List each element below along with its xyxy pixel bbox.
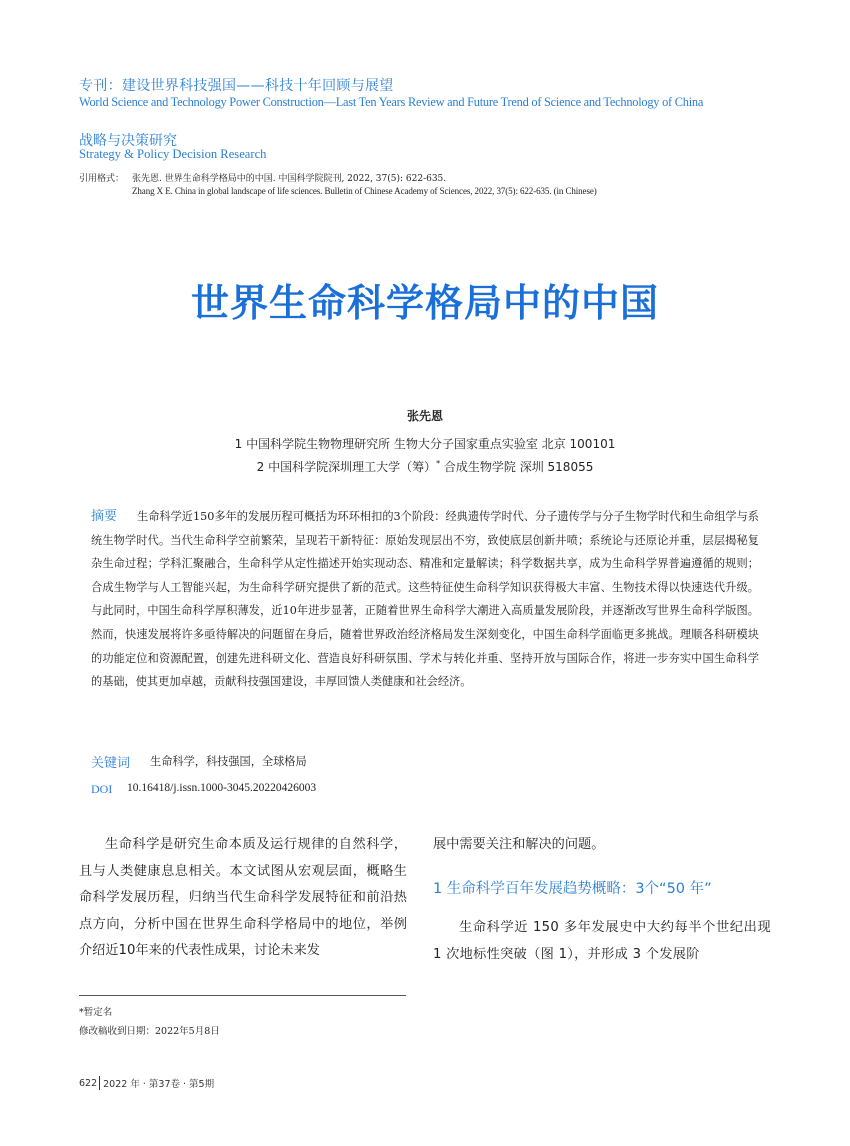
citation-cn: 张先恩. 世界生命科学格局中的中国. 中国科学院院刊, 2022, 37(5): 622-635. bbox=[132, 174, 447, 184]
article-title: 世界生命科学格局中的中国 bbox=[190, 281, 659, 325]
citation-label: 引用格式： bbox=[79, 174, 125, 184]
footer-divider bbox=[99, 1076, 100, 1090]
abstract-label: 摘要 bbox=[91, 509, 118, 524]
intro-continuation: 展中需要关注和解决的问题。 bbox=[433, 837, 605, 852]
citation-en: Zhang X E. China in global landscape of life sciences. Bulletin of Chinese Academy of Sciences, 2022, 37(5): 622-635. (in Chinese) bbox=[132, 186, 597, 196]
footnote-tentative-name: *暂定名 bbox=[79, 1007, 113, 1018]
section-name-cn: 战略与决策研究 bbox=[79, 133, 177, 149]
keywords-text: 生命科学，科技强国，全球格局 bbox=[150, 755, 307, 768]
section-1-paragraph: 生命科学近 150 多年发展史中大约每半个世纪出现 1 次地标性突破（图 1），并形成 3 个发展阶 bbox=[433, 920, 771, 962]
section-1-heading: 1 生命科学百年发展趋势概略：3个“50 年” bbox=[433, 881, 712, 897]
footnote-divider bbox=[79, 995, 406, 996]
page-number: 622 bbox=[79, 1077, 98, 1089]
special-issue-title-en: World Science and Technology Power Construction—Last Ten Years Review and Future Trend of Science and Technology of China bbox=[79, 95, 704, 109]
affiliation-1: 1 中国科学院生物物理研究所 生物大分子国家重点实验室 北京 100101 bbox=[234, 437, 616, 451]
abstract-text: 生命科学近150多年的发展历程可概括为环环相扣的3个阶段：经典遗传学时代、分子遗传学与分子生物学时代和生命组学与系统生物学时代。当代生命科学空前繁荣，呈现若干新特征：原始发现层出不穷，致使底层创新井喷；系统论与还原论并重，层层揭秘复杂生命过程；学科汇聚融合，生命科学从定性描述开始实现动态、精准和定量解读；科学数据共享，成为生命科学界普遍遵循的规则；合成生物学与人工智能兴起，为生命科学研究提供了新的范式。这些特征使生命科学知识获得极大丰富、生物技术得以快速迭代升级。与此同时，中国生命科学厚积薄发，近10年进步显著，正随着世界生命科学大潮进入高质量发展阶段，并逐渐改写世界生命科学版图。然而，快速发展将许多亟待解决的问题留在身后，随着世界政治经济格局发生深刻变化，中国生命科学面临更多挑战。理顺各科研模块的功能定位和资源配置，创建先进科研文化、营造良好科研氛围、学术与转化并重、坚持开放与国际合作，将进一步夯实中国生命科学的基础，使其更加卓越，贡献科技强国建设，丰厚回馈人类健康和社会经济。 bbox=[91, 510, 759, 689]
footnote-revision-date: 修改稿收到日期：2022年5月8日 bbox=[79, 1026, 220, 1037]
intro-paragraph: 生命科学是研究生命本质及运行规律的自然科学，且与人类健康息息相关。本文试图从宏观层面，概略生命科学发展历程，归纳当代生命科学发展特征和前沿热点方向，分析中国在世界生命科学格局中的地位，举例介绍近10年来的代表性成果，讨论未来发 bbox=[79, 837, 407, 958]
affiliation-2-main: 2 中国科学院深圳理工大学（筹） bbox=[256, 460, 437, 474]
author-name: 张先恩 bbox=[406, 409, 443, 423]
body-column-right-top bbox=[433, 832, 771, 859]
body-column-right-bottom bbox=[433, 915, 771, 968]
affiliation-2 bbox=[0, 458, 850, 475]
special-issue-title-cn: 专刊：建设世界科技强国——科技十年回顾与展望 bbox=[79, 78, 394, 94]
body-column-left bbox=[79, 832, 407, 965]
issue-info: 2022 年 · 第37卷 · 第5期 bbox=[103, 1079, 215, 1090]
affiliation-2-rest: 合成生物学院 深圳 518055 bbox=[440, 460, 594, 474]
keywords-label: 关键词 bbox=[91, 756, 131, 771]
affiliation-2-asterisk: * bbox=[436, 459, 441, 468]
doi-link[interactable]: 10.16418/j.issn.1000-3045.20220426003 bbox=[127, 782, 317, 794]
section-name-en: Strategy & Policy Decision Research bbox=[79, 147, 267, 161]
doi-label: DOI bbox=[91, 782, 113, 796]
page-footer bbox=[79, 1076, 214, 1090]
abstract-block bbox=[91, 505, 759, 694]
